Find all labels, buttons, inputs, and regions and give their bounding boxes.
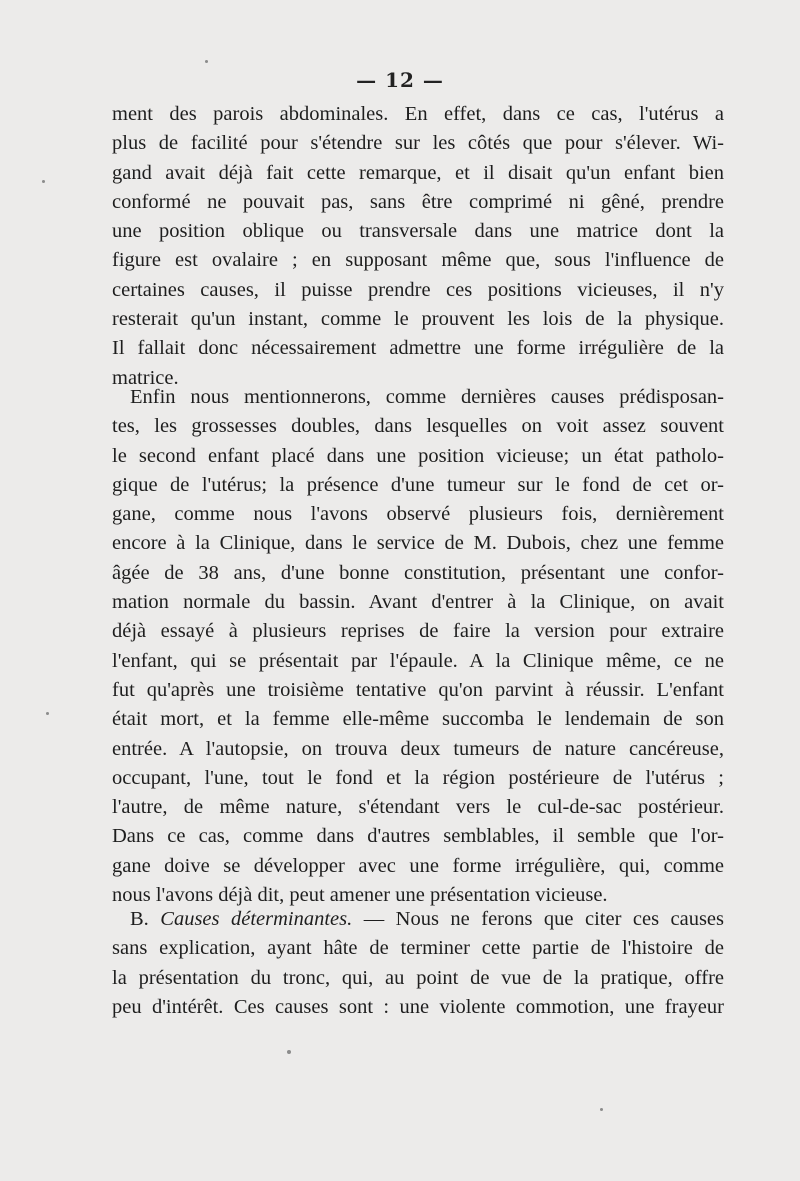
text-line: peu d'intérêt. Ces causes sont : une violente commotion, une frayeur	[112, 995, 724, 1018]
paragraph-1	[112, 100, 724, 393]
text-line: déjà essayé à plusieurs reprises de faire la version pour extraire	[112, 620, 724, 643]
text-line: la présentation du tronc, qui, au point de vue de la pratique, offre	[112, 966, 724, 989]
text-line: conformé ne pouvait pas, sans être comprimé ni gêné, prendre	[112, 190, 724, 213]
paragraph-3	[112, 905, 724, 1022]
paper-speck	[287, 1050, 291, 1054]
paper-speck	[46, 712, 49, 715]
text-line: Dans ce cas, comme dans d'autres semblables, il semble que l'or-	[112, 825, 724, 848]
text-line: Il fallait donc nécessairement admettre une forme irrégulière de la	[112, 337, 724, 360]
text-line: occupant, l'une, tout le fond et la région postérieure de l'utérus ;	[112, 766, 724, 789]
text-line: âgée de 38 ans, d'une bonne constitution, présentant une confor-	[112, 561, 724, 584]
text-line: gique de l'utérus; la présence d'une tumeur sur le fond de cet or-	[112, 473, 724, 496]
text-line: encore à la Clinique, dans le service de M. Dubois, chez une femme	[112, 532, 724, 555]
text-line: mation normale du bassin. Avant d'entrer à la Clinique, on avait	[112, 591, 724, 614]
text-line: gand avait déjà fait cette remarque, et il disait qu'un enfant bien	[112, 161, 724, 184]
text-line: fut qu'après une troisième tentative qu'on parvint à réussir. L'enfant	[112, 678, 724, 701]
paper-speck	[600, 1108, 603, 1111]
text-line: nous l'avons déjà dit, peut amener une présentation vicieuse.	[112, 884, 608, 907]
text-line: plus de facilité pour s'étendre sur les côtés que pour s'élever. Wi-	[112, 132, 724, 155]
text-line: resterait qu'un instant, comme le prouvent les lois de la physique.	[112, 308, 724, 331]
section-title: Causes déterminantes.	[160, 908, 353, 930]
text-line: l'autre, de même nature, s'étendant vers le cul-de-sac postérieur.	[112, 796, 724, 819]
paper-speck	[42, 180, 45, 183]
text-line: une position oblique ou transversale dans une matrice dont la	[112, 220, 724, 243]
text-line: certaines causes, il puisse prendre ces positions vicieuses, il n'y	[112, 278, 724, 301]
section-label: B.	[130, 908, 149, 930]
text-line: matrice.	[112, 366, 179, 389]
text-line: était mort, et la femme elle-même succomba le lendemain de son	[112, 708, 724, 731]
text-line: tes, les grossesses doubles, dans lesquelles on voit assez souvent	[112, 415, 724, 438]
text-line: entrée. A l'autopsie, on trouva deux tumeurs de nature cancéreuse,	[112, 737, 724, 760]
text-line: l'enfant, qui se présentait par l'épaule. A la Clinique même, ce ne	[112, 649, 724, 672]
text-line: le second enfant placé dans une position vicieuse; un état patholo-	[112, 444, 724, 467]
section-heading-line	[112, 905, 724, 934]
text-line: ment des parois abdominales. En effet, dans ce cas, l'utérus a	[112, 103, 724, 125]
text-line: gane, comme nous l'avons observé plusieurs fois, dernièrement	[112, 503, 724, 526]
text-line: figure est ovalaire ; en supposant même que, sous l'influence de	[112, 249, 724, 272]
page-number: — 12 —	[356, 68, 444, 92]
paper-speck	[205, 60, 208, 63]
text-line: gane doive se développer avec une forme irrégulière, qui, comme	[112, 854, 724, 877]
paragraph-2	[112, 383, 724, 910]
text-line: Enfin nous mentionnerons, comme dernières causes prédisposan-	[130, 386, 724, 408]
text-line: — Nous ne ferons que citer ces causes	[363, 908, 724, 930]
text-line: sans explication, ayant hâte de terminer cette partie de l'histoire de	[112, 937, 724, 960]
